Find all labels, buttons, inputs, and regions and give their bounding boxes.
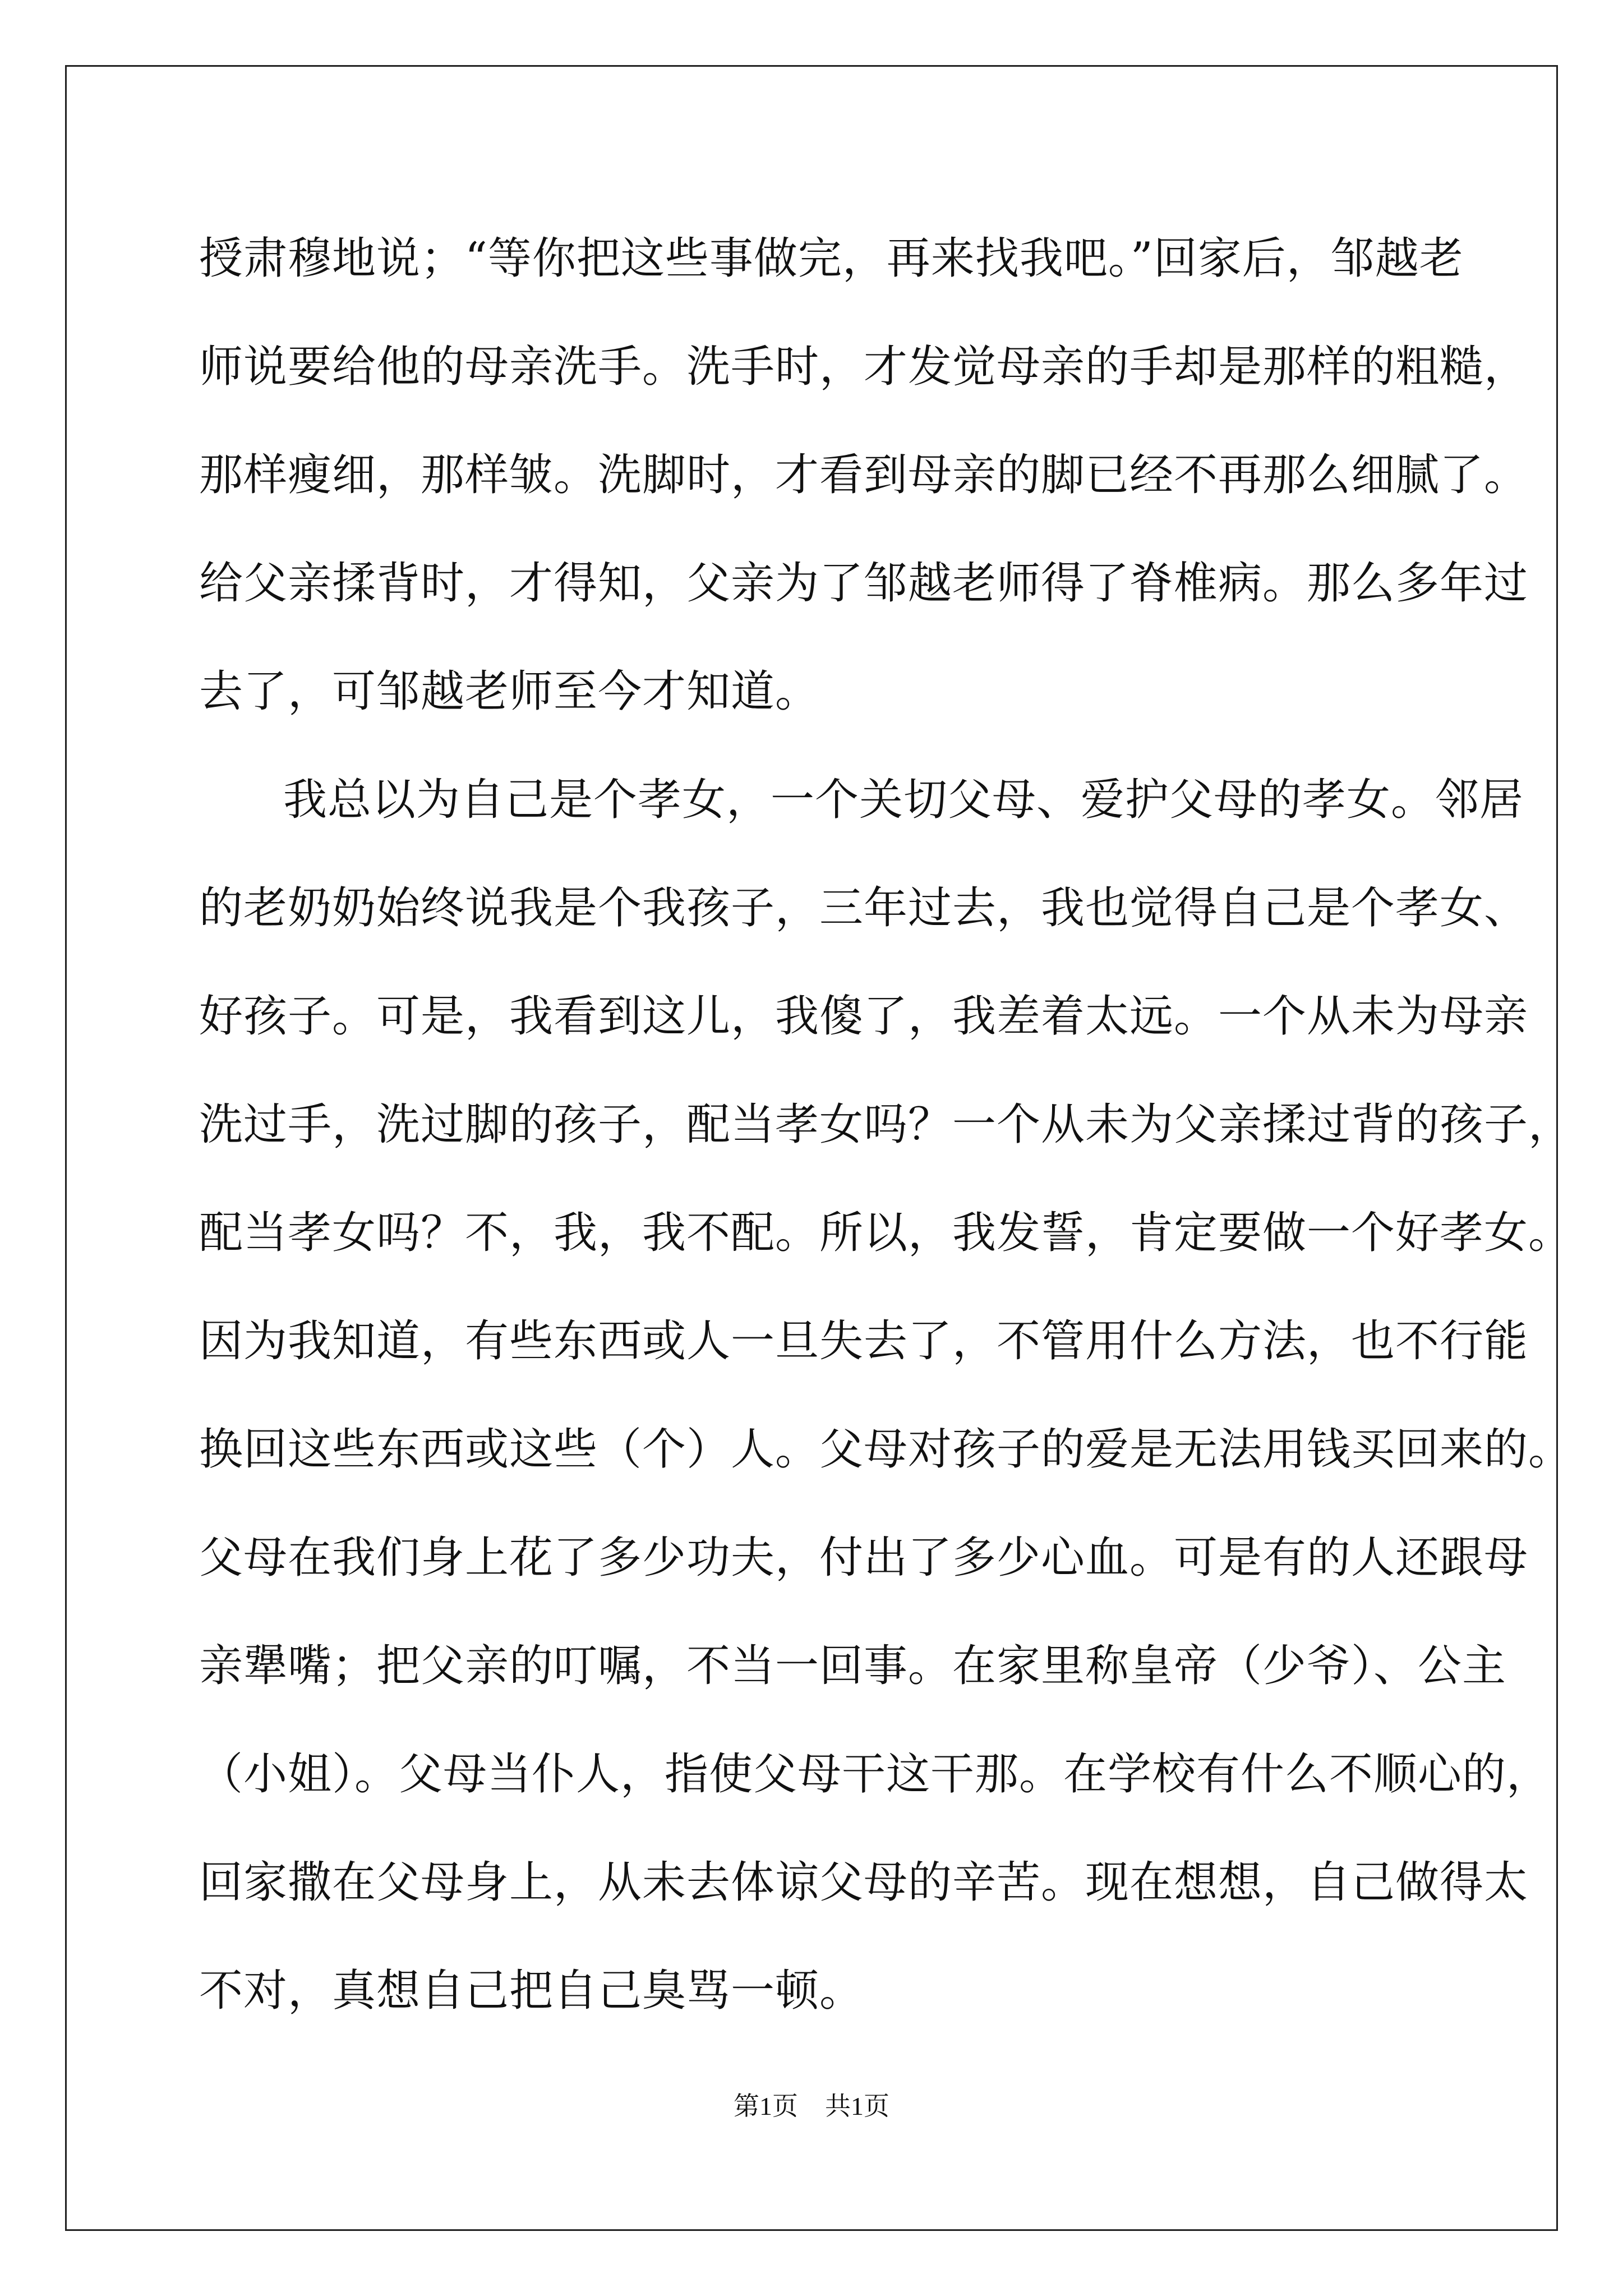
page-footer [0,2086,1623,2123]
text-line: 洗过手，洗过脚的孩子，配当孝女吗？一个从未为父亲揉过背的孩子， [199,1099,1573,1150]
text-line: 不对，真想自己把自己臭骂一顿。 [199,1966,864,2016]
text-line: 去了，可邹越老师至今才知道。 [199,666,820,717]
page-number: 第1页 [734,2092,798,2120]
text-line: 给父亲揉背时，才得知，父亲为了邹越老师得了脊椎病。那么多年过 [199,558,1529,609]
text-line: 回家撒在父母身上，从未去体谅父母的辛苦。现在想想，自己做得太 [199,1857,1529,1908]
paragraph-2 [199,746,1573,2045]
text-line: 那样瘦细，那样皱。洗脚时，才看到母亲的脚已经不再那么细腻了。 [199,450,1529,500]
text-line: 的老奶奶始终说我是个我孩子，三年过去，我也觉得自己是个孝女、 [199,883,1529,933]
text-line: 好孩子。可是，我看到这儿，我傻了，我差着太远。一个从未为母亲 [199,991,1529,1042]
text-line: 我总以为自己是个孝女，一个关切父母、爱护父母的孝女。邻居 [283,775,1524,825]
page-total: 共1页 [825,2092,889,2120]
text-line: 换回这些东西或这些（个）人。父母对孩子的爱是无法用钱买回来的。 [199,1424,1573,1475]
text-line: 师说要给他的母亲洗手。洗手时，才发觉母亲的手却是那样的粗糙， [199,342,1529,392]
text-line: （小姐）。父母当仆人，指使父母干这干那。在学校有什么不顺心的， [199,1749,1551,1800]
document-body [199,205,1573,2045]
text-line: 配当孝女吗？不，我，我不配。所以，我发誓，肯定要做一个好孝女。 [199,1208,1573,1258]
text-line: 因为我知道，有些东西或人一旦失去了，不管用什么方法，也不行能 [199,1316,1529,1366]
text-line: 亲犟嘴；把父亲的叮嘱，不当一回事。在家里称皇帝（少爷）、公主 [199,1641,1507,1691]
text-line: 授肃穆地说；“等你把这些事做完，再来找我吧。”回家后，邹越老 [199,233,1464,284]
paragraph-1 [199,205,1529,746]
text-line: 父母在我们身上花了多少功夫，付出了多少心血。可是有的人还跟母 [199,1533,1529,1583]
